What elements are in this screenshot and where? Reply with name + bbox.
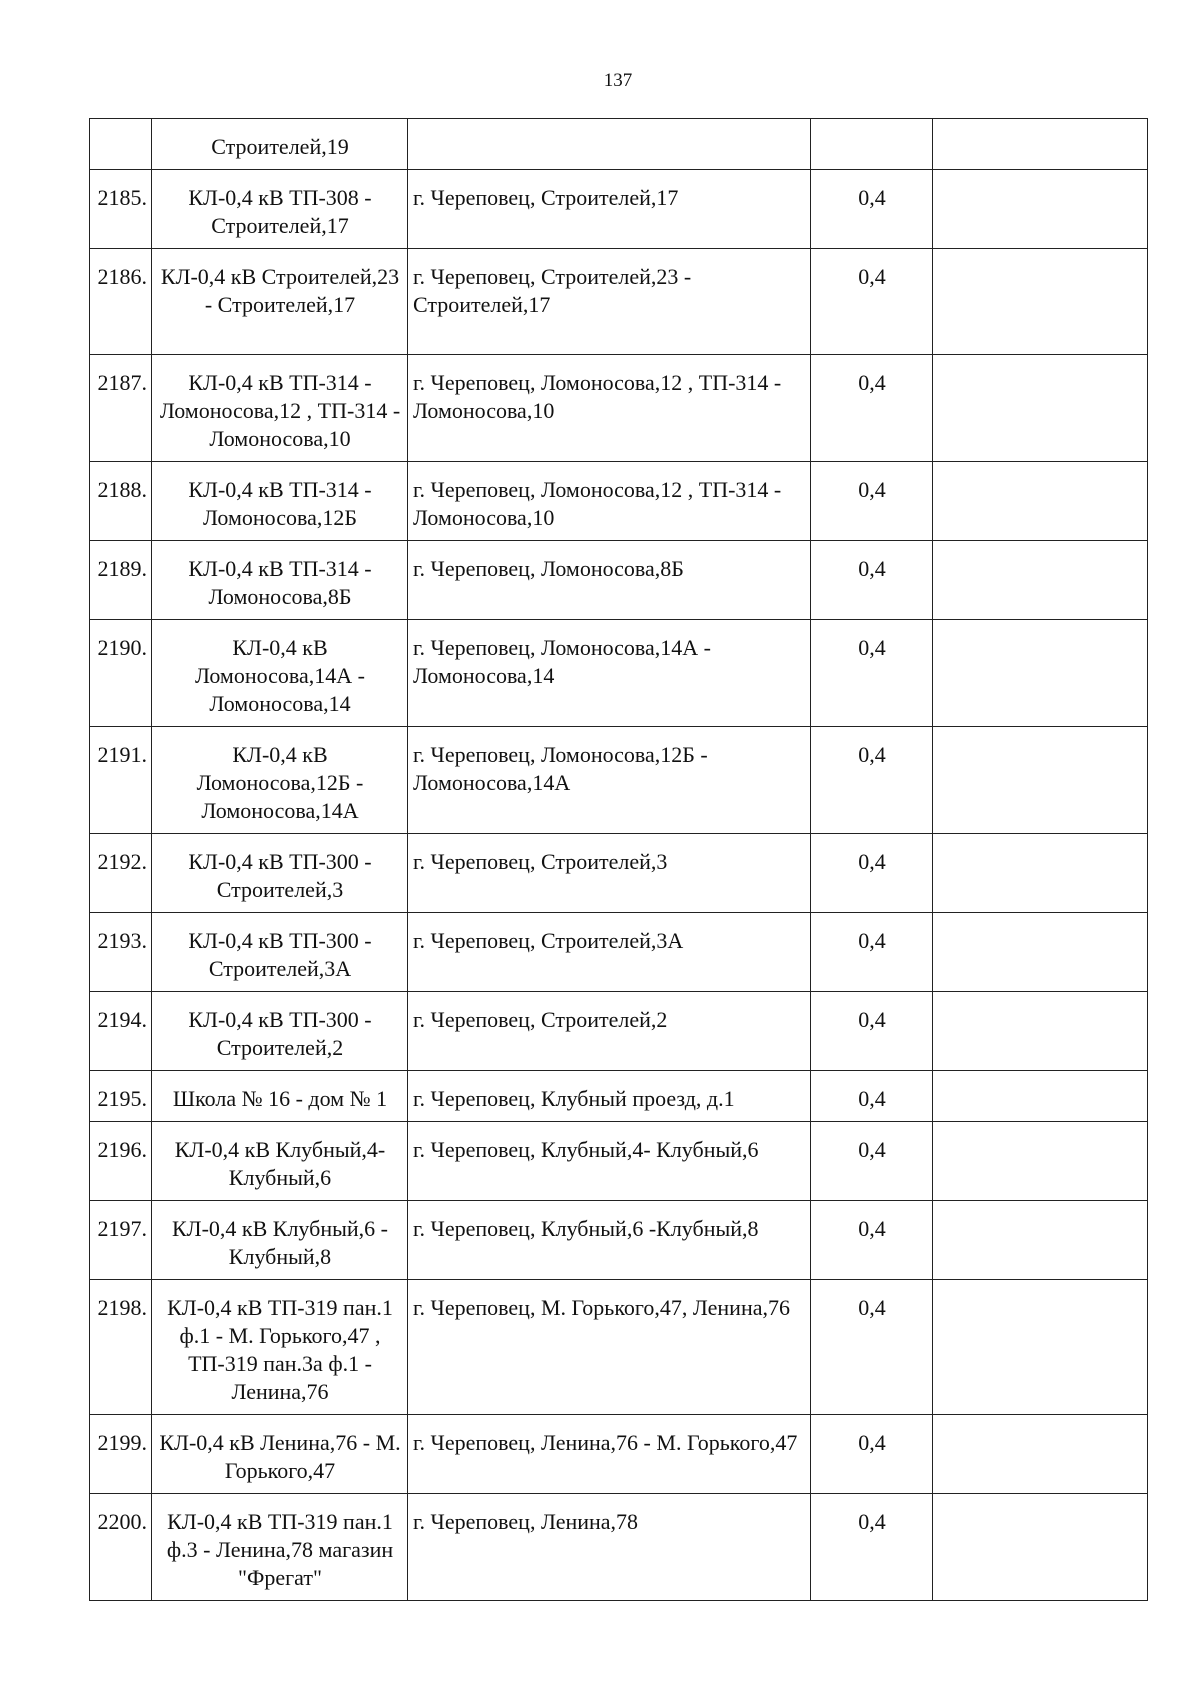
- extra-cell: [933, 620, 1148, 727]
- row-number: 2193.: [90, 913, 152, 992]
- table-row: [90, 1280, 1148, 1415]
- voltage-value: 0,4: [811, 913, 933, 992]
- extra-cell: [933, 541, 1148, 620]
- object-address: г. Череповец, Ломоносова,8Б: [408, 541, 811, 620]
- object-address: г. Череповец, Ломоносова,12 , ТП-314 - Ломоносова,10: [408, 462, 811, 541]
- object-name: КЛ-0,4 кВ ТП-308 - Строителей,17: [152, 170, 408, 249]
- voltage-value: 0,4: [811, 1071, 933, 1122]
- row-number: 2190.: [90, 620, 152, 727]
- object-address: г. Череповец, Строителей,3: [408, 834, 811, 913]
- row-number: 2196.: [90, 1122, 152, 1201]
- table-row: [90, 1071, 1148, 1122]
- row-number: 2191.: [90, 727, 152, 834]
- row-number: 2200.: [90, 1494, 152, 1601]
- table-row: [90, 249, 1148, 355]
- table-row: [90, 913, 1148, 992]
- extra-cell: [933, 355, 1148, 462]
- object-name: КЛ-0,4 кВ ТП-300 - Строителей,2: [152, 992, 408, 1071]
- table-row: [90, 170, 1148, 249]
- row-number: 2197.: [90, 1201, 152, 1280]
- object-address: г. Череповец, Строителей,3А: [408, 913, 811, 992]
- row-number: 2199.: [90, 1415, 152, 1494]
- object-name: КЛ-0,4 кВ ТП-300 - Строителей,3А: [152, 913, 408, 992]
- voltage-value: 0,4: [811, 1122, 933, 1201]
- object-name: КЛ-0,4 кВ Клубный,4- Клубный,6: [152, 1122, 408, 1201]
- object-address: г. Череповец, Строителей,2: [408, 992, 811, 1071]
- extra-cell: [933, 992, 1148, 1071]
- object-name: КЛ-0,4 кВ ТП-314 - Ломоносова,12Б: [152, 462, 408, 541]
- voltage-value: 0,4: [811, 992, 933, 1071]
- row-number: 2195.: [90, 1071, 152, 1122]
- table-row: [90, 620, 1148, 727]
- row-number: 2198.: [90, 1280, 152, 1415]
- extra-cell: [933, 1122, 1148, 1201]
- voltage-value: 0,4: [811, 1494, 933, 1601]
- voltage-value: 0,4: [811, 170, 933, 249]
- objects-table: [89, 118, 1148, 1601]
- row-number: 2192.: [90, 834, 152, 913]
- extra-cell: [933, 913, 1148, 992]
- voltage-value: 0,4: [811, 1280, 933, 1415]
- table-row: [90, 355, 1148, 462]
- voltage-value: 0,4: [811, 727, 933, 834]
- object-address: г. Череповец, Строителей,17: [408, 170, 811, 249]
- table-row: [90, 541, 1148, 620]
- object-name: КЛ-0,4 кВ ТП-314 - Ломоносова,12 , ТП-314 - Ломоносова,10: [152, 355, 408, 462]
- object-address: г. Череповец, Клубный проезд, д.1: [408, 1071, 811, 1122]
- row-number: 2187.: [90, 355, 152, 462]
- object-address: г. Череповец, Ленина,78: [408, 1494, 811, 1601]
- object-name: КЛ-0,4 кВ Клубный,6 - Клубный,8: [152, 1201, 408, 1280]
- object-name: КЛ-0,4 кВ ТП-319 пан.1 ф.3 - Ленина,78 магазин "Фрегат": [152, 1494, 408, 1601]
- object-address: [408, 119, 811, 170]
- extra-cell: [933, 1415, 1148, 1494]
- voltage-value: 0,4: [811, 620, 933, 727]
- extra-cell: [933, 1071, 1148, 1122]
- object-name: Строителей,19: [152, 119, 408, 170]
- voltage-value: 0,4: [811, 1201, 933, 1280]
- extra-cell: [933, 1280, 1148, 1415]
- object-name: КЛ-0,4 кВ ТП-300 - Строителей,3: [152, 834, 408, 913]
- table-row: [90, 1122, 1148, 1201]
- voltage-value: 0,4: [811, 462, 933, 541]
- page-number: 137: [603, 70, 633, 91]
- extra-cell: [933, 1494, 1148, 1601]
- extra-cell: [933, 727, 1148, 834]
- object-address: г. Череповец, Ленина,76 - М. Горького,47: [408, 1415, 811, 1494]
- object-name: КЛ-0,4 кВ ТП-319 пан.1 ф.1 - М. Горького,47 , ТП-319 пан.3а ф.1 - Ленина,76: [152, 1280, 408, 1415]
- voltage-value: [811, 119, 933, 170]
- object-address: г. Череповец, Строителей,23 - Строителей,17: [408, 249, 811, 355]
- object-name: КЛ-0,4 кВ Ломоносова,14А - Ломоносова,14: [152, 620, 408, 727]
- object-address: г. Череповец, М. Горького,47, Ленина,76: [408, 1280, 811, 1415]
- object-address: г. Череповец, Ломоносова,12Б - Ломоносова,14А: [408, 727, 811, 834]
- table-row: [90, 727, 1148, 834]
- table-row: [90, 992, 1148, 1071]
- table-row: [90, 1415, 1148, 1494]
- extra-cell: [933, 170, 1148, 249]
- table-row: [90, 1494, 1148, 1601]
- table-body: [90, 119, 1148, 1601]
- object-address: г. Череповец, Ломоносова,12 , ТП-314 - Ломоносова,10: [408, 355, 811, 462]
- row-number: 2186.: [90, 249, 152, 355]
- row-number: 2194.: [90, 992, 152, 1071]
- row-number: 2189.: [90, 541, 152, 620]
- extra-cell: [933, 249, 1148, 355]
- voltage-value: 0,4: [811, 1415, 933, 1494]
- object-name: КЛ-0,4 кВ Ломоносова,12Б - Ломоносова,14А: [152, 727, 408, 834]
- object-name: КЛ-0,4 кВ Строителей,23 - Строителей,17: [152, 249, 408, 355]
- row-number: 2188.: [90, 462, 152, 541]
- row-number: 2185.: [90, 170, 152, 249]
- table-row: [90, 119, 1148, 170]
- voltage-value: 0,4: [811, 834, 933, 913]
- object-name: Школа № 16 - дом № 1: [152, 1071, 408, 1122]
- object-address: г. Череповец, Клубный,4- Клубный,6: [408, 1122, 811, 1201]
- voltage-value: 0,4: [811, 541, 933, 620]
- table-row: [90, 834, 1148, 913]
- extra-cell: [933, 1201, 1148, 1280]
- object-name: КЛ-0,4 кВ Ленина,76 - М. Горького,47: [152, 1415, 408, 1494]
- object-name: КЛ-0,4 кВ ТП-314 - Ломоносова,8Б: [152, 541, 408, 620]
- table-row: [90, 462, 1148, 541]
- row-number: [90, 119, 152, 170]
- extra-cell: [933, 462, 1148, 541]
- extra-cell: [933, 119, 1148, 170]
- object-address: г. Череповец, Ломоносова,14А - Ломоносова,14: [408, 620, 811, 727]
- table-row: [90, 1201, 1148, 1280]
- voltage-value: 0,4: [811, 249, 933, 355]
- voltage-value: 0,4: [811, 355, 933, 462]
- object-address: г. Череповец, Клубный,6 -Клубный,8: [408, 1201, 811, 1280]
- extra-cell: [933, 834, 1148, 913]
